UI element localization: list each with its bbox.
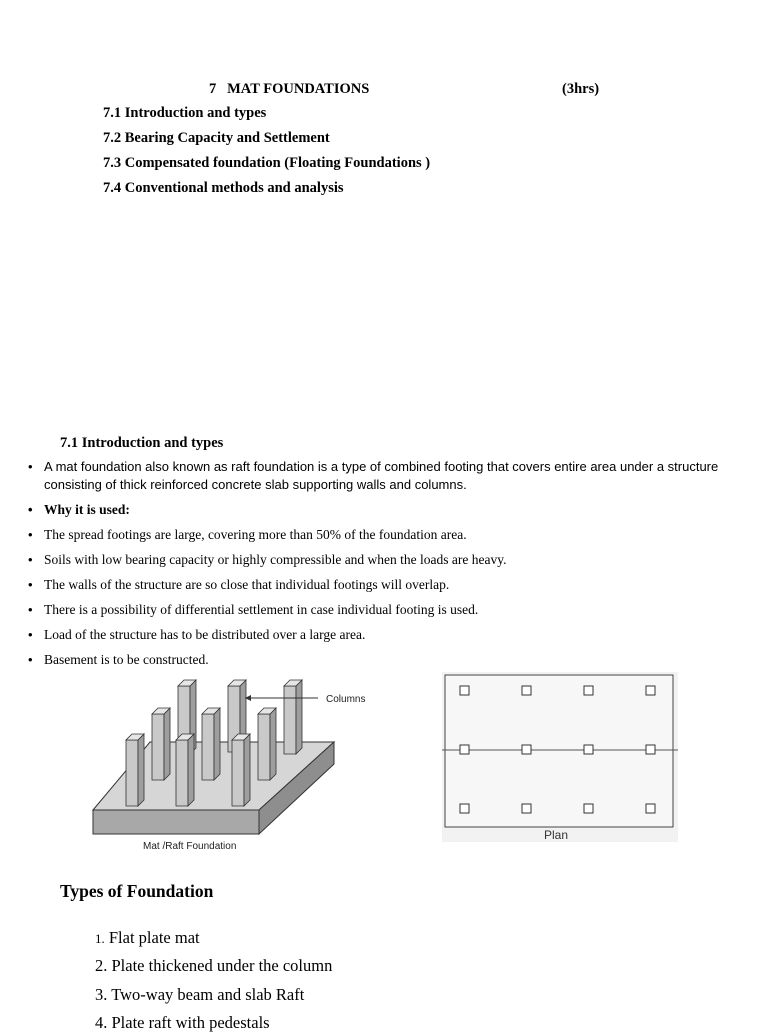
- plan-figure: [442, 672, 678, 842]
- column-side: [138, 734, 144, 806]
- list-item: [28, 625, 753, 644]
- toc-item: 7.4 Conventional methods and analysis: [103, 180, 344, 196]
- column-front: [126, 740, 138, 806]
- plan-caption: Plan: [544, 828, 569, 842]
- bullet-icon: •: [28, 527, 33, 542]
- list-item: [28, 458, 753, 494]
- columns-label: Columns: [326, 694, 366, 705]
- list-item: [28, 575, 753, 594]
- mat-foundation-figure: [90, 676, 366, 852]
- bullet-list: [28, 458, 753, 675]
- bullet-icon: •: [28, 502, 33, 517]
- plan-column: [460, 804, 469, 813]
- chapter-title: 7 MAT FOUNDATIONS: [209, 81, 370, 97]
- column-side: [244, 734, 250, 806]
- reason-text: Load of the structure has to be distributed over a large area.: [44, 627, 366, 642]
- column-side: [164, 708, 170, 780]
- item-text: Flat plate mat: [108, 928, 200, 947]
- bullet-icon: •: [28, 552, 33, 567]
- list-item: [95, 985, 304, 1005]
- plan-column: [460, 686, 469, 695]
- reason-text: The spread footings are large, covering more than 50% of the foundation area.: [44, 527, 467, 542]
- bullet-icon: •: [28, 577, 33, 592]
- section-heading: 7.1 Introduction and types: [60, 435, 224, 451]
- item-number: 1.: [95, 931, 105, 946]
- bullet-icon: •: [28, 602, 33, 617]
- item-text: Plate thickened under the column: [111, 956, 333, 975]
- plan-column: [522, 804, 531, 813]
- why-heading: Why it is used:: [44, 502, 130, 517]
- list-item: [95, 956, 332, 976]
- list-item: [95, 928, 200, 948]
- column-front: [284, 686, 296, 754]
- bullet-icon: •: [28, 459, 33, 474]
- reason-text: The walls of the structure are so close that individual footings will overlap.: [44, 577, 450, 592]
- toc-item: 7.3 Compensated foundation (Floating Foundations ): [103, 155, 431, 171]
- list-item: [28, 550, 753, 569]
- toc-item: 7.1 Introduction and types: [103, 105, 267, 121]
- plan-column: [646, 804, 655, 813]
- reason-text: Basement is to be constructed.: [44, 652, 209, 667]
- item-text: Two-way beam and slab Raft: [111, 985, 305, 1004]
- plan-column: [522, 745, 531, 754]
- column-front: [258, 714, 270, 780]
- chapter-hours: (3hrs): [562, 81, 600, 97]
- bullet-icon: •: [28, 652, 33, 667]
- list-item: [28, 525, 753, 544]
- column-front: [202, 714, 214, 780]
- item-text: Plate raft with pedestals: [111, 1013, 270, 1032]
- plan-column: [646, 745, 655, 754]
- plan-column: [460, 745, 469, 754]
- item-number: 4.: [95, 1013, 108, 1032]
- types-heading: Types of Foundation: [60, 881, 214, 901]
- definition-text: A mat foundation also known as raft foundation is a type of combined footing that covers entire area under a structure consisting of thick reinforced concrete slab supporting walls and columns.: [44, 459, 719, 492]
- toc-item: 7.2 Bearing Capacity and Settlement: [103, 130, 330, 146]
- list-item: [95, 1013, 270, 1033]
- column-side: [214, 708, 220, 780]
- column-front: [176, 740, 188, 806]
- column-side: [270, 708, 276, 780]
- plan-outline: [445, 675, 673, 827]
- reason-text: Soils with low bearing capacity or highly compressible and when the loads are heavy.: [44, 552, 507, 567]
- plan-column: [584, 686, 593, 695]
- bullet-icon: •: [28, 627, 33, 642]
- column-side: [296, 680, 302, 754]
- list-item: [28, 500, 753, 519]
- item-number: 3.: [95, 985, 108, 1004]
- column-side: [188, 734, 194, 806]
- plan-column: [522, 686, 531, 695]
- list-item: [28, 650, 753, 669]
- item-number: 2.: [95, 956, 108, 975]
- plan-column: [584, 745, 593, 754]
- plan-column: [646, 686, 655, 695]
- slab-front: [93, 810, 259, 834]
- reason-text: There is a possibility of differential settlement in case individual footing is used.: [44, 602, 479, 617]
- mat-caption: Mat /Raft Foundation: [143, 841, 237, 852]
- column-front: [152, 714, 164, 780]
- column-front: [232, 740, 244, 806]
- list-item: [28, 600, 753, 619]
- plan-column: [584, 804, 593, 813]
